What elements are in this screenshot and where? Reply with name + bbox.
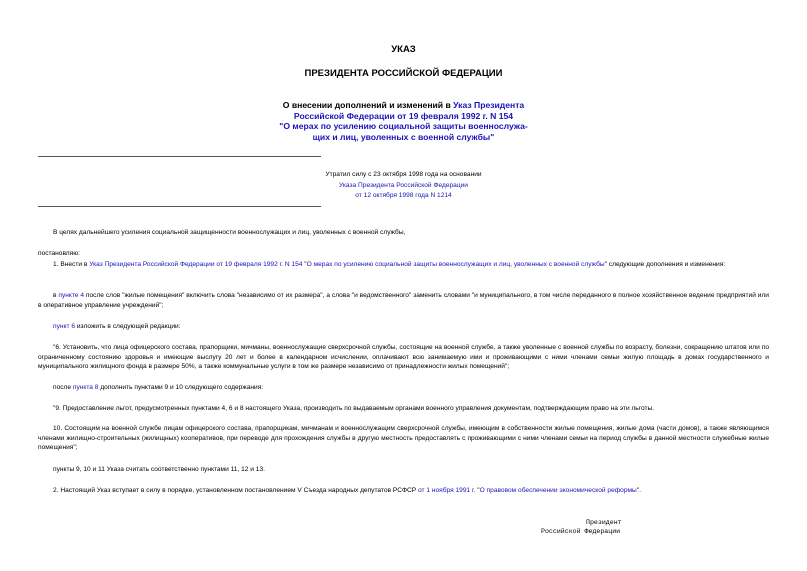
document-heading: [0, 100, 807, 142]
paragraph-text: в: [53, 292, 59, 299]
preamble-paragraph: В целях дальнейшего усиления социальной защищенности военнослужащих и лиц, уволенных с военной службы,: [53, 229, 406, 236]
item-4-link[interactable]: пункте 4: [58, 292, 85, 299]
resolution-title-link[interactable]: О правовом обеспечении экономической реформы: [479, 487, 637, 494]
status-line: Утратил силу с 23 октября 1998 года на основании: [325, 171, 482, 178]
divider-bottom: [38, 206, 321, 207]
heading-decree-link-line4[interactable]: щих и лиц, уволенных с военной службы": [312, 131, 495, 142]
paragraph-text: ".: [636, 487, 641, 494]
repealing-decree-date-link[interactable]: от 12 октября 1998 года N 1214: [355, 192, 452, 199]
decree-154-link[interactable]: Указ Президента Российской Федерации от 19 февраля 1992 г. N 154: [89, 261, 303, 268]
decree-154-title-link[interactable]: О мерах по усилению социальной защиты военнослужащих и лиц, уволенных с военной службы: [306, 261, 605, 268]
heading-decree-link-line3[interactable]: "О мерах по усилению социальной защиты военнослужа-: [279, 121, 528, 131]
paragraph-new-item-6: "6. Установить, что лица офицерского состава, прапорщики, мичманы, военнослужащие сверхсрочной службы, состоящие на военной службе, а также уволенные с военной службы по возрасту, болезни, сокращению штатов или по ограниченному состоянию здоровья и имеющие выслугу 20 лет и более в календарном исчислении, оплачивают всю занимаемую ими и проживающими с ними членами семьи жилую площадь в домах государственного и муниципального жилищного фонда в размере 50%, а также коммунальные услуги в том же размере независимо от принадлежности жилых помещений";: [38, 344, 769, 371]
paragraph-text: " следующие дополнения и изменения:: [604, 261, 726, 268]
paragraph-1: [38, 260, 769, 270]
signature-country: Российской Федерации: [541, 528, 621, 535]
paragraph-text: после: [53, 384, 73, 391]
paragraph-text: дополнить пунктами 9 и 10 следующего содержания:: [98, 384, 264, 391]
repealing-decree-link[interactable]: Указа Президента Российской Федерации: [339, 181, 468, 189]
paragraph-renumbering: пункты 9, 10 и 11 Указа считать соответственно пунктами 11, 12 и 13.: [53, 466, 265, 473]
resolution-date-link[interactable]: от 1 ноября 1991 г.: [417, 487, 476, 494]
heading-decree-link[interactable]: Указ Президента: [453, 100, 525, 110]
paragraph-new-item-10: 10. Состоящим на военной службе лицам офицерского состава, прапорщикам, мичманам и военнослужащим сверхсрочной службы, имеющим в собственности жилые помещения, жилые дома (части домов), а также являющимся членами жилищно-строительных (жилищных) кооперативов, при переводе для прохождения службы в другую местность предоставлять с проживающими с ними членами семьи на период службы в данной местности служебные жилые помещения";: [38, 425, 769, 452]
paragraph-text: ": [302, 261, 307, 268]
paragraph-text: изложить в следующей редакции:: [75, 323, 181, 330]
heading-text: О внесении дополнений и изменений в: [282, 100, 454, 110]
paragraph-amend-item-8: [38, 383, 769, 393]
paragraph-amend-item-6: [38, 322, 769, 332]
paragraph-effective-date: [38, 486, 769, 496]
repeal-status-note: [0, 170, 807, 202]
item-6-link[interactable]: пункт 6: [53, 323, 75, 330]
paragraph-text: 2. Настоящий Указ вступает в силу в порядке, установленном постановлением V Съезда народных депутатов РСФСР: [53, 487, 418, 494]
heading-decree-link-line2[interactable]: Российской Федерации от 19 февраля 1992 г. N 154: [293, 110, 514, 121]
issuer-title: ПРЕЗИДЕНТА РОССИЙСКОЙ ФЕДЕРАЦИИ: [304, 68, 503, 79]
paragraph-amend-item-4: [38, 291, 769, 310]
paragraph-new-item-9: "9. Предоставление льгот, предусмотренных пунктами 4, 6 и 8 настоящего Указа, производить по выдаваемым органами военного управления документам, подтверждающим право на эти льготы.: [53, 405, 655, 412]
paragraph-text: после слов "жилые помещения" включить слова "независимо от их размера", а слова "и ведомственного" заменить словами "и муниципального, в том числе переданного в полное хозяйственное ведение предприятий или в оперативное управление учреждений";: [38, 292, 769, 309]
item-8-link[interactable]: пункта 8: [72, 384, 99, 391]
doc-type-title: УКАЗ: [391, 44, 416, 55]
decree-word: постановляю:: [38, 250, 81, 257]
signature-title: Президент: [586, 519, 622, 526]
paragraph-text: 1. Внести в: [53, 261, 90, 268]
paragraph-text: ": [475, 487, 480, 494]
divider-top: [38, 156, 321, 157]
